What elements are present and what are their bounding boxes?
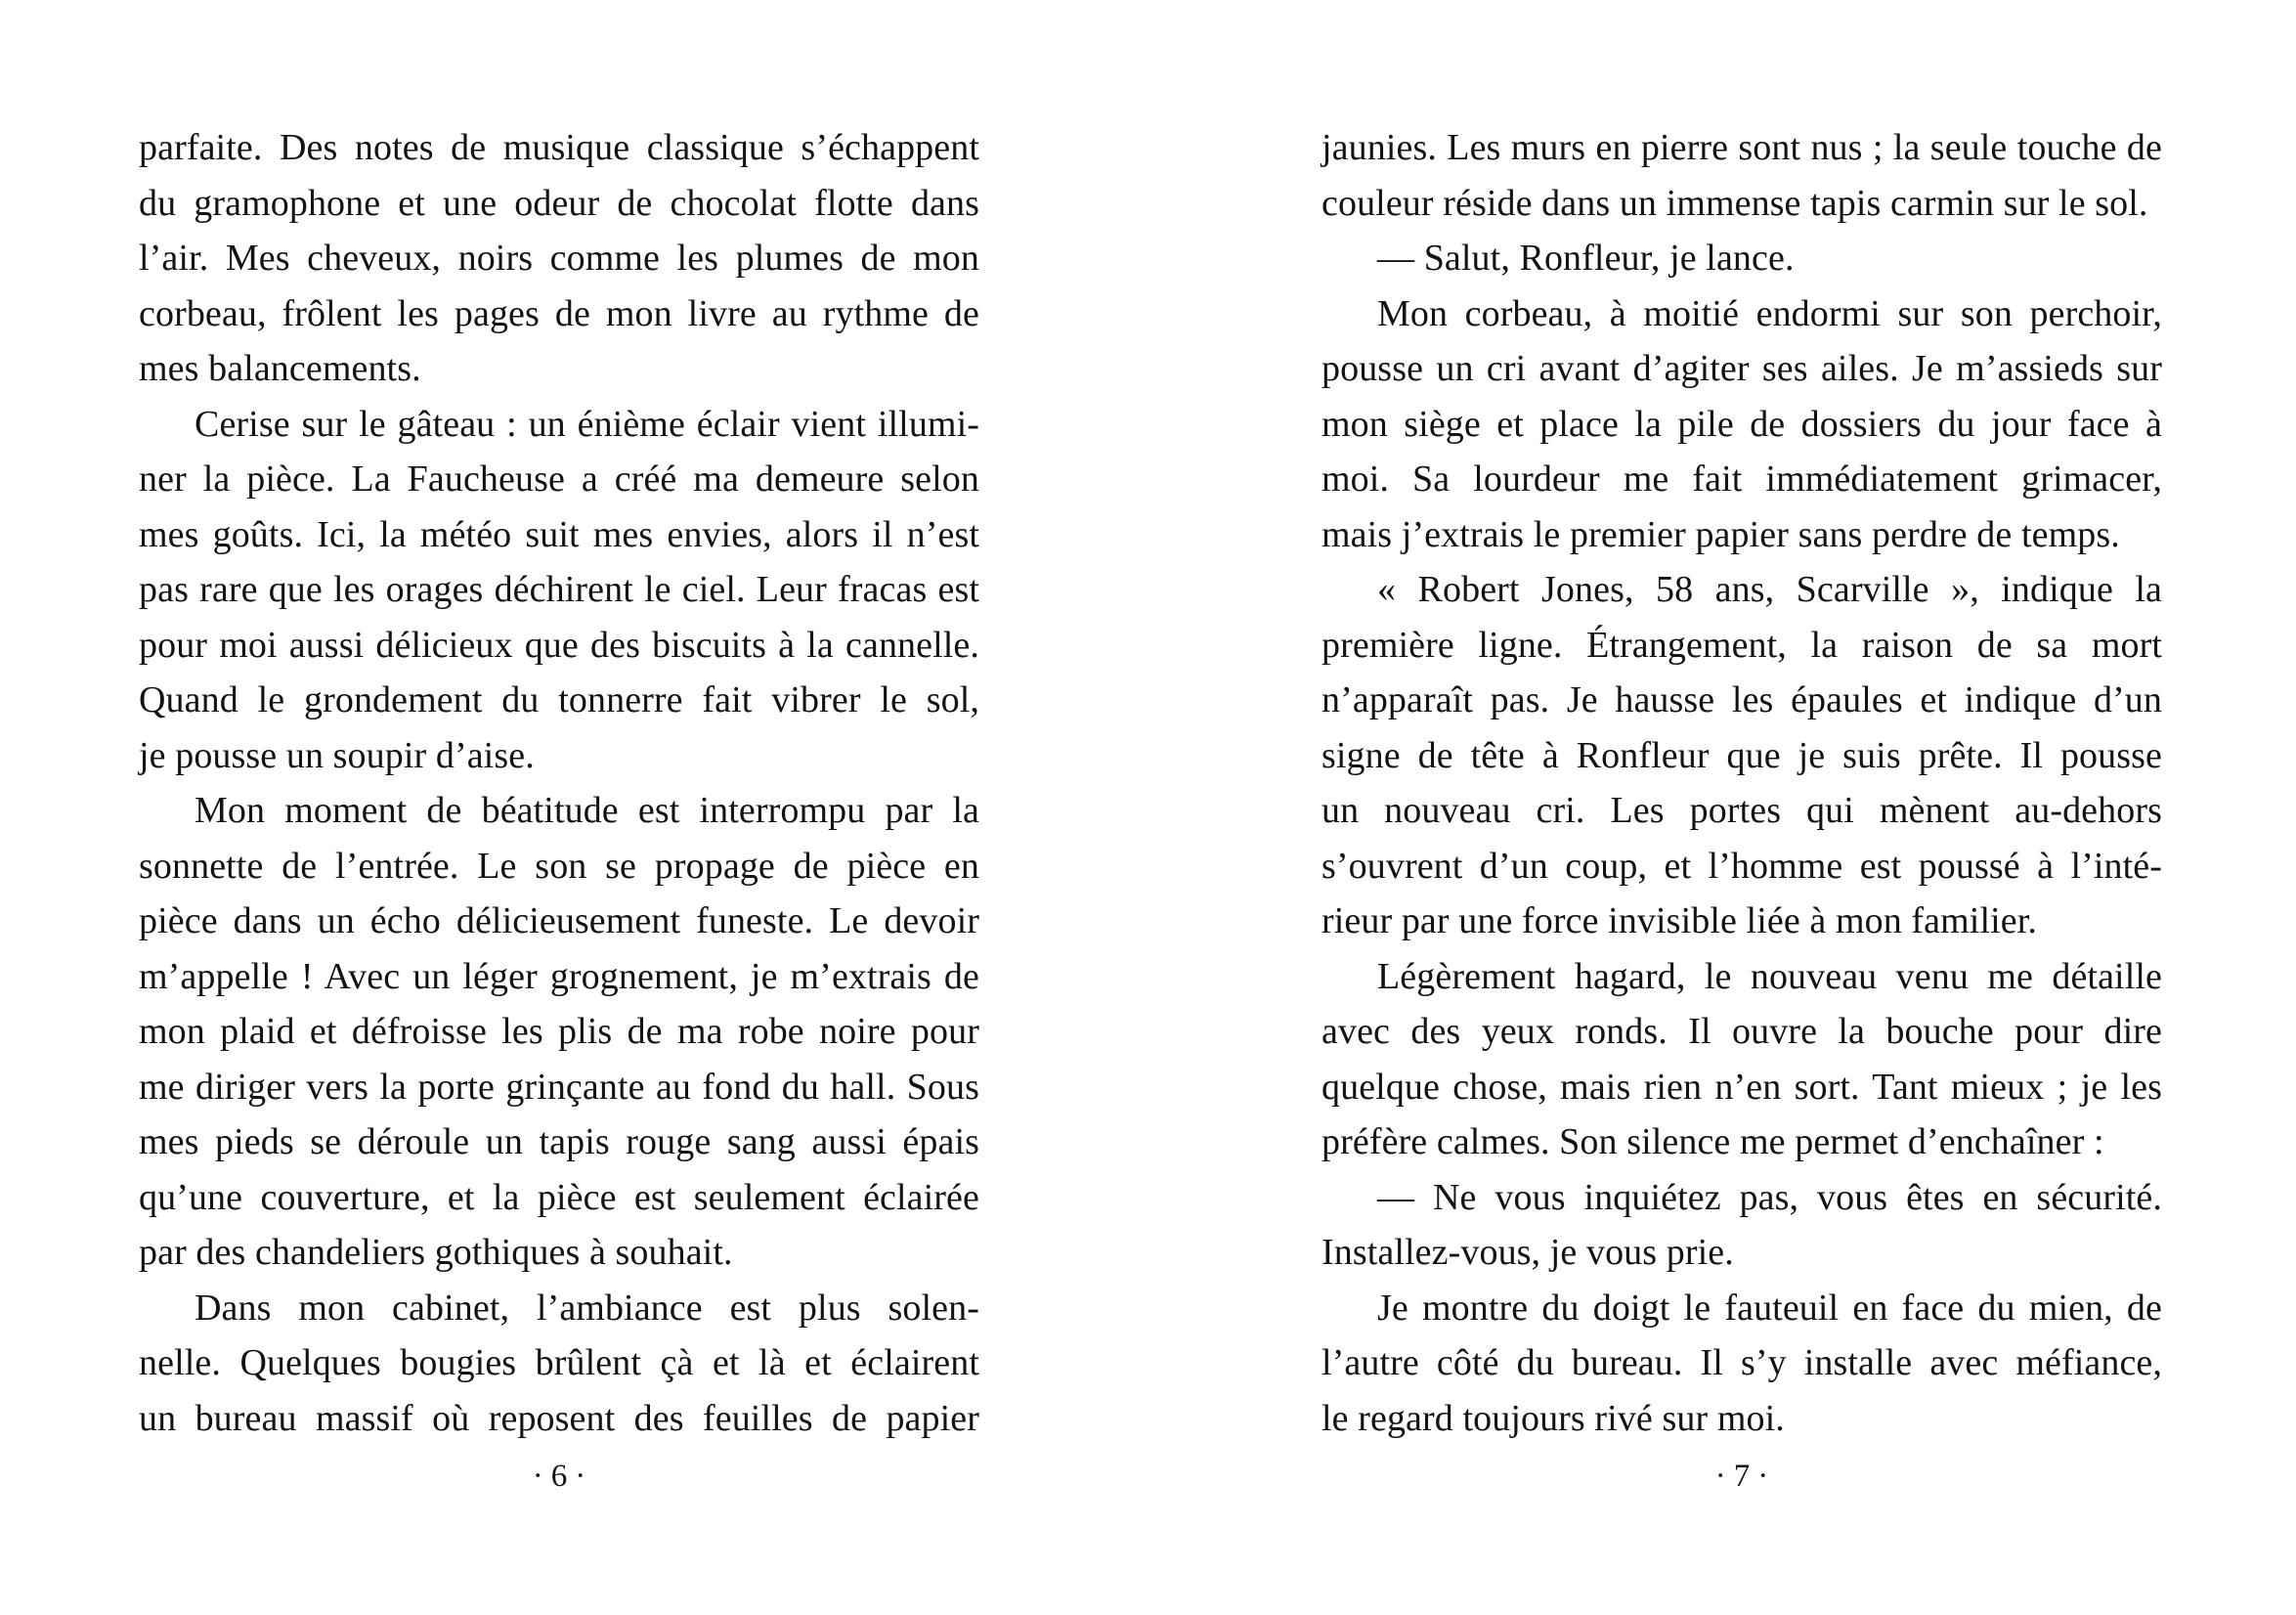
text-line: Mon corbeau, à moitié endormi sur son perchoir, (1377, 292, 2162, 334)
text-line: qu’une couverture, et la pièce est seulement éclairée (139, 1176, 979, 1218)
text-line: n’apparaît pas. Je hausse les épaules et indique d’un (1321, 679, 2162, 720)
text-line: pièce dans un écho délicieusement funeste. Le devoir (139, 900, 979, 941)
text-line: l’air. Mes cheveux, noirs comme les plumes de mon (139, 238, 979, 279)
text-line: un bureau massif où reposent des feuilles de papier (139, 1397, 979, 1439)
text-line: Installez-vous, je vous prie. (1321, 1232, 1734, 1273)
text-line: mon plaid et défroisse les plis de ma robe noire pour (139, 1011, 979, 1052)
text-line: Légèrement hagard, le nouveau venu me détaille (1377, 955, 2162, 997)
text-line: rieur par une force invisible liée à mon familier. (1321, 900, 2037, 941)
text-line: parfaite. Des notes de musique classique s’échappent (139, 127, 979, 168)
text-line: pas rare que les orages déchirent le ciel. Leur fracas est (139, 569, 979, 610)
text-line: signe de tête à Ronfleur que je suis prête. Il pousse (1321, 734, 2162, 776)
page-right-text-column (1321, 120, 2162, 1446)
text-line: — Ne vous inquiétez pas, vous êtes en sécurité. (1377, 1176, 2162, 1218)
text-line: mais j’extrais le premier papier sans perdre de temps. (1321, 513, 2120, 555)
text-line: pousse un cri avant d’agiter ses ailes. Je m’assieds sur (1321, 348, 2162, 389)
text-line: avec des yeux ronds. Il ouvre la bouche pour dire (1321, 1011, 2162, 1052)
text-line: corbeau, frôlent les pages de mon livre au rythme de (139, 292, 979, 334)
text-line: mes goûts. Ici, la météo suit mes envies, alors il n’est (139, 513, 979, 555)
text-line: première ligne. Étrangement, la raison de sa mort (1321, 624, 2162, 666)
text-line: jaunies. Les murs en pierre sont nus ; la seule touche de (1321, 127, 2162, 168)
text-line: sonnette de l’entrée. Le son se propage de pièce en (139, 845, 979, 887)
text-line: s’ouvrent d’un coup, et l’homme est poussé à l’inté- (1321, 845, 2162, 887)
text-line: ner la pièce. La Faucheuse a créé ma demeure selon (139, 458, 979, 500)
text-line: un nouveau cri. Les portes qui mènent au-dehors (1321, 790, 2162, 831)
text-line: Je montre du doigt le fauteuil en face du mien, de (1377, 1287, 2162, 1329)
text-line: pour moi aussi délicieux que des biscuits à la cannelle. (139, 624, 979, 666)
text-line: Dans mon cabinet, l’ambiance est plus solen- (195, 1287, 979, 1329)
text-line: mon siège et place la pile de dossiers du jour face à (1321, 403, 2162, 445)
text-line: mes balancements. (139, 348, 421, 389)
text-line: « Robert Jones, 58 ans, Scarville », indique la (1377, 569, 2162, 610)
text-line: par des chandeliers gothiques à souhait. (139, 1232, 733, 1273)
text-line: me diriger vers la porte grinçante au fond du hall. Sous (139, 1066, 979, 1108)
text-line: couleur réside dans un immense tapis carmin sur le sol. (1321, 182, 2148, 224)
text-line: du gramophone et une odeur de chocolat flotte dans (139, 182, 979, 224)
text-line: Cerise sur le gâteau : un énième éclair vient illumi- (195, 403, 979, 445)
text-line: nelle. Quelques bougies brûlent çà et là et éclairent (139, 1342, 979, 1383)
page-left-text-column (139, 120, 979, 1446)
text-line: Mon moment de béatitude est interrompu par la (195, 790, 979, 831)
text-line: préfère calmes. Son silence me permet d’enchaîner : (1321, 1121, 2104, 1162)
text-line: mes pieds se déroule un tapis rouge sang aussi épais (139, 1121, 979, 1162)
text-line: m’appelle ! Avec un léger grognement, je m’extrais de (139, 955, 979, 997)
text-line: l’autre côté du bureau. Il s’y installe avec méfiance, (1321, 1342, 2162, 1383)
text-line: — Salut, Ronfleur, je lance. (1377, 238, 1795, 279)
text-line: le regard toujours rivé sur moi. (1321, 1397, 1785, 1439)
text-line: Quand le grondement du tonnerre fait vibrer le sol, (139, 679, 979, 720)
page-right (1148, 0, 2296, 1615)
page-right-page-number: ·7· (1714, 1459, 1777, 1494)
text-line: quelque chose, mais rien n’en sort. Tant mieux ; je les (1321, 1066, 2162, 1108)
text-line: moi. Sa lourdeur me fait immédiatement grimacer, (1321, 458, 2162, 500)
text-line: je pousse un soupir d’aise. (139, 734, 535, 776)
page-left-page-number: ·6· (532, 1459, 594, 1494)
